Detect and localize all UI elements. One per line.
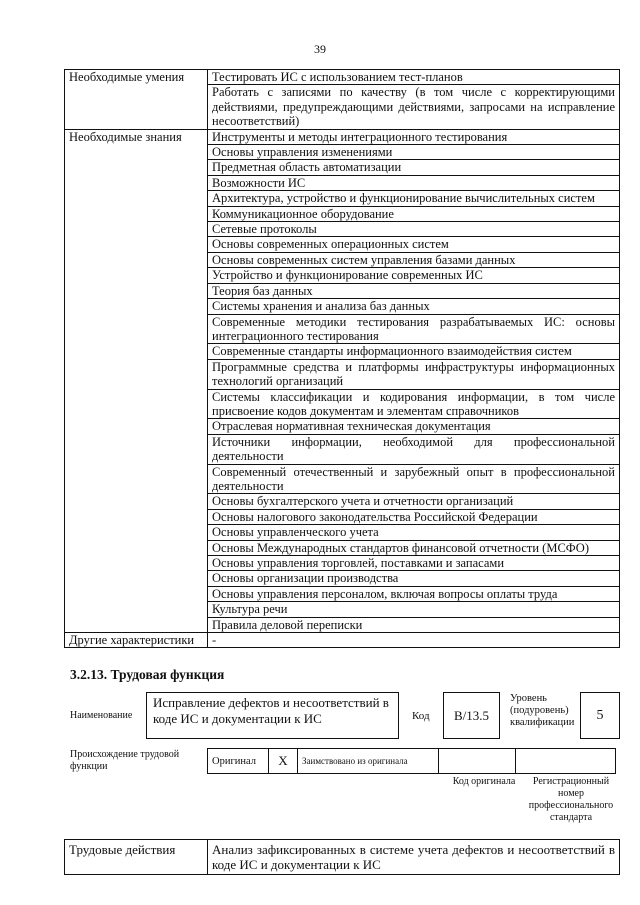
row-item: Инструменты и методы интеграционного тестирования bbox=[208, 129, 620, 144]
borrowed-cell: Заимствовано из оригинала bbox=[297, 748, 439, 774]
origin-row bbox=[208, 748, 620, 774]
row-item: Предметная область автоматизации bbox=[208, 160, 620, 175]
row-item: Основы управления персоналом, включая вопросы оплаты труда bbox=[208, 586, 620, 601]
row-item: Системы хранения и анализа баз данных bbox=[208, 299, 620, 314]
name-label: Наименование bbox=[70, 710, 133, 721]
row-item: Основы управления торговлей, поставками и запасами bbox=[208, 556, 620, 571]
skills-table bbox=[64, 69, 620, 648]
row-item: - bbox=[208, 633, 620, 648]
table-row bbox=[65, 633, 620, 648]
reg-number-caption: Регистрационный номер профессионального стандарта bbox=[528, 776, 614, 823]
row-item: Системы классификации и кодирования информации, в том числе присвоение кодов документам и элементам справочников bbox=[208, 389, 620, 419]
function-code-box: B/13.5 bbox=[443, 692, 500, 739]
row-item: Культура речи bbox=[208, 602, 620, 617]
row-item: Основы современных систем управления базами данных bbox=[208, 252, 620, 267]
row-item: Основы налогового законодательства Российской Федерации bbox=[208, 509, 620, 524]
row-item: Тестировать ИС с использованием тест-планов bbox=[208, 70, 620, 85]
row-item: Современный отечественный и зарубежный опыт в профессиональной деятельности bbox=[208, 464, 620, 494]
row-item: Современные стандарты информационного взаимодействия систем bbox=[208, 344, 620, 359]
row-label: Необходимые умения bbox=[65, 70, 208, 130]
row-item: Основы управленческого учета bbox=[208, 525, 620, 540]
function-name-box: Исправление дефектов и несоответствий в коде ИС и документации к ИС bbox=[146, 692, 399, 739]
level-label: Уровень (подуровень) квалификации bbox=[510, 693, 575, 728]
code-original-cell bbox=[438, 748, 516, 774]
row-item: Основы современных операционных систем bbox=[208, 237, 620, 252]
reg-number-cell bbox=[515, 748, 616, 774]
code-label: Код bbox=[412, 710, 430, 722]
origin-label: Происхождение трудовой функции bbox=[70, 749, 180, 772]
row-item: Коммуникационное оборудование bbox=[208, 206, 620, 221]
code-original-caption: Код оригинала bbox=[452, 776, 516, 787]
row-item: Современные методики тестирования разрабатываемых ИС: основы интеграционного тестирования bbox=[208, 314, 620, 344]
section-title: 3.2.13. Трудовая функция bbox=[70, 667, 225, 682]
row-item: Основы Международных стандартов финансовой отчетности (МСФО) bbox=[208, 540, 620, 555]
row-item: Программные средства и платформы инфраструктуры информационных технологий организаций bbox=[208, 359, 620, 389]
table-row bbox=[65, 70, 620, 85]
row-item: Основы организации производства bbox=[208, 571, 620, 586]
actions-table bbox=[64, 839, 620, 875]
original-cell: Оригинал bbox=[207, 748, 269, 774]
row-item: Возможности ИС bbox=[208, 175, 620, 190]
actions-value: Анализ зафиксированных в системе учета дефектов и несоответствий в коде ИС и документации к ИС bbox=[208, 840, 620, 875]
row-item: Работать с записями по качеству (в том числе с корректирующими действиями, предупреждающими действиями, запросами на исправление несоответствий) bbox=[208, 85, 620, 129]
table-row bbox=[65, 129, 620, 144]
row-item: Основы бухгалтерского учета и отчетности организаций bbox=[208, 494, 620, 509]
level-box: 5 bbox=[580, 692, 620, 739]
row-item: Основы управления изменениями bbox=[208, 145, 620, 160]
row-label: Необходимые знания bbox=[65, 129, 208, 632]
actions-label: Трудовые действия bbox=[65, 840, 208, 875]
row-item: Отраслевая нормативная техническая документация bbox=[208, 419, 620, 434]
row-item: Устройство и функционирование современных ИС bbox=[208, 268, 620, 283]
row-item: Правила деловой переписки bbox=[208, 617, 620, 632]
row-item: Теория баз данных bbox=[208, 283, 620, 298]
row-item: Источники информации, необходимой для профессиональной деятельности bbox=[208, 434, 620, 464]
row-item: Архитектура, устройство и функционирование вычислительных систем bbox=[208, 191, 620, 206]
original-mark: X bbox=[268, 748, 298, 774]
page-number: 39 bbox=[314, 42, 326, 56]
row-item: Сетевые протоколы bbox=[208, 222, 620, 237]
row-label: Другие характеристики bbox=[65, 633, 208, 648]
